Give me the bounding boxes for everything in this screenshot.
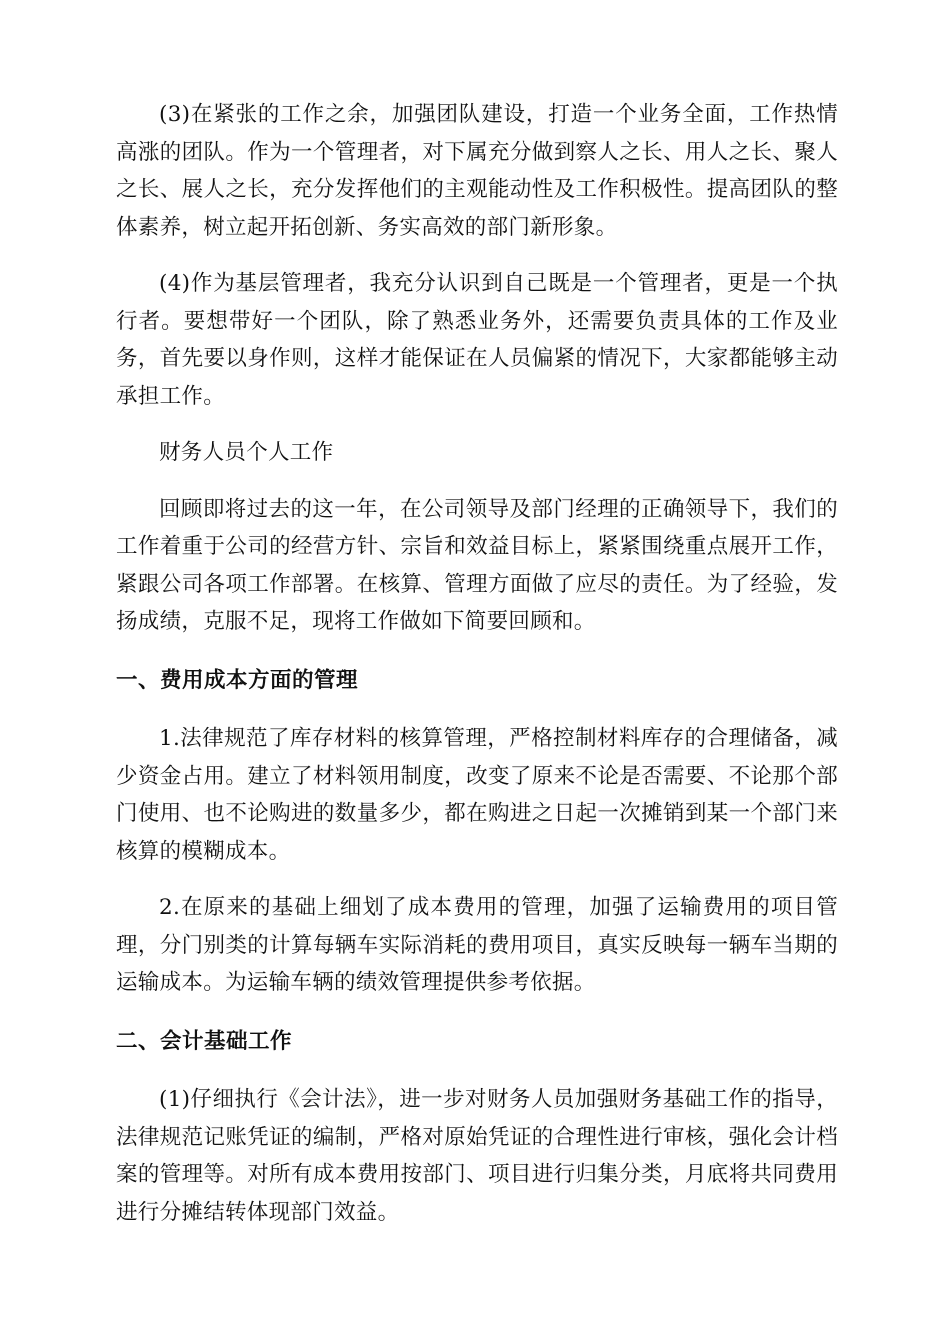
heading-cost-management: 一、费用成本方面的管理 [116, 667, 359, 693]
paragraph-year-review: 回顾即将过去的这一年，在公司领导及部门经理的正确领导下，我们的工作着重于公司的经营方针、宗旨和效益目标上，紧紧围绕重点展开工作，紧跟公司各项工作部署。在核算、管理方面做了应尽的责任。为了经验，发扬成绩，克服不足，现将工作做如下简要回顾和。 [116, 496, 838, 634]
section-subtitle: 财务人员个人工作 [159, 440, 334, 465]
paragraph-accounting-law: (1)仔细执行《会计法》，进一步对财务人员加强财务基础工作的指导，法律规范记账凭证的编制，严格对原始凭证的合理性进行审核，强化会计档案的管理等。对所有成本费用按部门、项目进行归集分类，月底将共同费用进行分摊结转体现部门效益。 [116, 1087, 838, 1225]
paragraph-grassroots-manager: (4)作为基层管理者，我充分认识到自己既是一个管理者，更是一个执行者。要想带好一个团队，除了熟悉业务外，还需要负责具体的工作及业务，首先要以身作则，这样才能保证在人员偏紧的情况下，大家都能够主动承担工作。 [116, 271, 838, 409]
heading-accounting-basics: 二、会计基础工作 [116, 1028, 293, 1054]
paragraph-team-building: (3)在紧张的工作之余，加强团队建设，打造一个业务全面，工作热情高涨的团队。作为一个管理者，对下属充分做到察人之长、用人之长、聚人之长、展人之长，充分发挥他们的主观能动性及工作积极性。提高团队的整体素养，树立起开拓创新、务实高效的部门新形象。 [116, 102, 838, 240]
paragraph-cost-refinement: 2.在原来的基础上细划了成本费用的管理，加强了运输费用的项目管理，分门别类的计算每辆车实际消耗的费用项目，真实反映每一辆车当期的运输成本。为运输车辆的绩效管理提供参考依据。 [116, 895, 838, 995]
paragraph-inventory-management: 1.法律规范了库存材料的核算管理，严格控制材料库存的合理储备，减少资金占用。建立了材料领用制度，改变了原来不论是否需要、不论那个部门使用、也不论购进的数量多少，都在购进之日起一次摊销到某一个部门来核算的模糊成本。 [116, 726, 838, 864]
document-page [116, 96, 838, 1231]
